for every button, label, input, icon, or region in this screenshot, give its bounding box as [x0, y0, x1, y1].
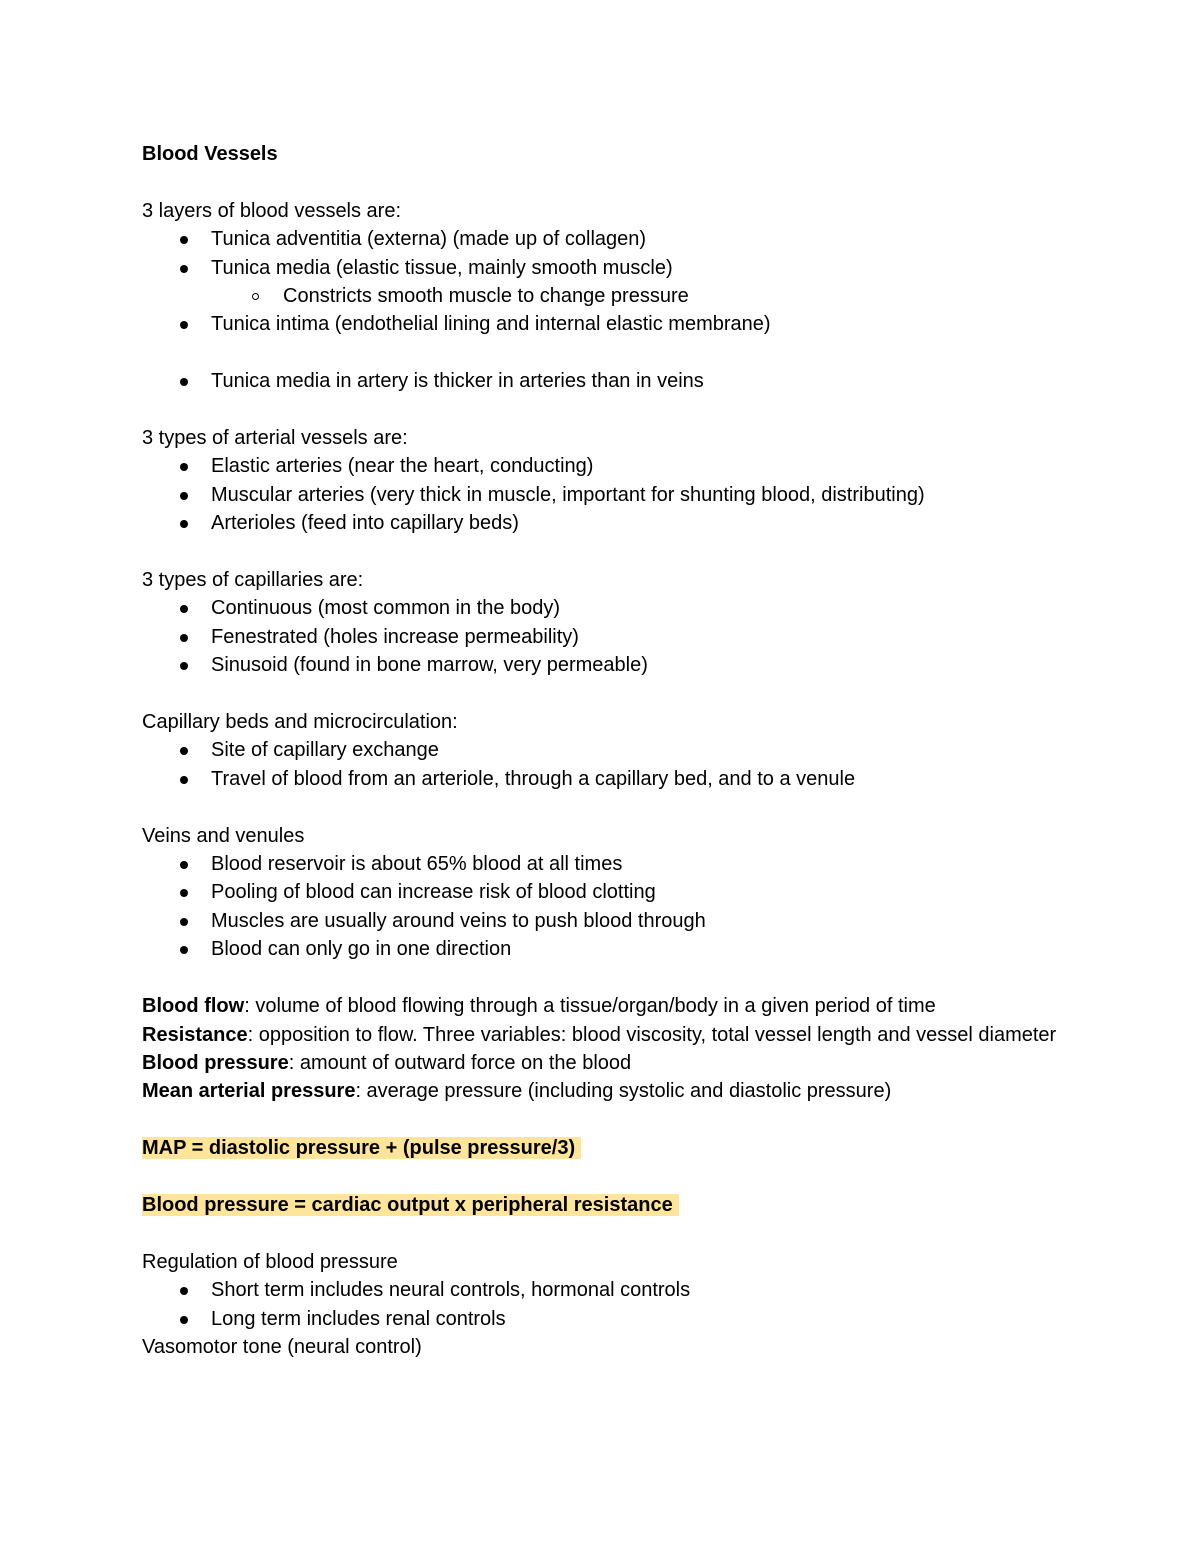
bullet-icon: [180, 605, 188, 613]
capillaries-list: [142, 594, 1062, 679]
list-item: Tunica media in artery is thicker in arteries than in veins: [142, 367, 1062, 395]
bullet-icon: [180, 1316, 188, 1324]
regulation-list: [142, 1276, 1062, 1333]
vasomotor-line: Vasomotor tone (neural control): [142, 1335, 422, 1358]
definition-blood-flow: [142, 992, 1062, 1020]
hollow-bullet-icon: [252, 293, 259, 300]
spacer: [142, 1163, 1062, 1191]
bullet-icon: [180, 946, 188, 954]
list-item: Long term includes renal controls: [142, 1305, 1062, 1333]
microcirculation-heading: Capillary beds and microcirculation:: [142, 711, 458, 734]
list-item: Pooling of blood can increase risk of blood clotting: [142, 878, 1062, 906]
list-item: Tunica media (elastic tissue, mainly smooth muscle): [142, 254, 1062, 282]
definition-term: Resistance: [142, 1023, 248, 1046]
bullet-icon: [180, 1287, 188, 1295]
list-item: Continuous (most common in the body): [142, 594, 1062, 622]
list-item: Tunica intima (endothelial lining and internal elastic membrane): [142, 310, 1062, 338]
regulation-heading: Regulation of blood pressure: [142, 1250, 398, 1273]
bullet-icon: [180, 321, 188, 329]
definition-text: : average pressure (including systolic and diastolic pressure): [355, 1080, 892, 1103]
list-item: Elastic arteries (near the heart, conducting): [142, 452, 1062, 480]
list-item: Fenestrated (holes increase permeability): [142, 623, 1062, 651]
bullet-icon: [180, 378, 188, 386]
map-formula-line: [142, 1134, 1062, 1162]
bullet-icon: [180, 492, 188, 500]
bullet-icon: [180, 776, 188, 784]
arterial-heading: 3 types of arterial vessels are:: [142, 427, 408, 450]
definition-term: Blood flow: [142, 995, 245, 1018]
definition-blood-pressure: [142, 1049, 1062, 1077]
list-item: Arterioles (feed into capillary beds): [142, 509, 1062, 537]
bullet-icon: [180, 463, 188, 471]
list-item-empty: [142, 339, 1062, 367]
arterial-list: [142, 452, 1062, 537]
definition-text: : amount of outward force on the blood: [288, 1051, 632, 1074]
veins-heading: Veins and venules: [142, 824, 305, 847]
definition-text: : volume of blood flowing through a tissue/organ/body in a given period of time: [244, 995, 936, 1018]
list-item: Travel of blood from an arteriole, through a capillary bed, and to a venule: [142, 765, 1062, 793]
spacer: [142, 396, 1062, 424]
bullet-icon: [180, 634, 188, 642]
list-item: Muscular arteries (very thick in muscle, important for shunting blood, distributing): [142, 481, 1062, 509]
list-item: Blood can only go in one direction: [142, 935, 1062, 963]
veins-list: [142, 850, 1062, 964]
spacer: [142, 1106, 1062, 1134]
bullet-icon: [180, 861, 188, 869]
definition-text: : opposition to flow. Three variables: blood viscosity, total vessel length and vessel diameter: [247, 1023, 1057, 1046]
spacer: [142, 1219, 1062, 1247]
definition-mean-arterial-pressure: [142, 1077, 1062, 1105]
spacer: [142, 538, 1062, 566]
definition-term: Blood pressure: [142, 1051, 289, 1074]
spacer: [142, 168, 1062, 196]
bullet-icon: [180, 265, 188, 273]
layers-heading: 3 layers of blood vessels are:: [142, 199, 402, 222]
document-title: Blood Vessels: [142, 143, 278, 165]
definition-term: Mean arterial pressure: [142, 1080, 356, 1103]
bullet-icon: [180, 236, 188, 244]
list-item: Sinusoid (found in bone marrow, very permeable): [142, 651, 1062, 679]
bullet-icon: [180, 747, 188, 755]
bp-formula-line: [142, 1191, 1062, 1219]
bullet-icon: [180, 889, 188, 897]
capillaries-heading: 3 types of capillaries are:: [142, 569, 364, 592]
list-item: Tunica adventitia (externa) (made up of collagen): [142, 225, 1062, 253]
spacer: [142, 964, 1062, 992]
layers-list: [142, 225, 1062, 395]
list-item: Muscles are usually around veins to push blood through: [142, 907, 1062, 935]
bullet-icon: [180, 662, 188, 670]
map-formula: MAP = diastolic pressure + (pulse pressure/3): [142, 1137, 581, 1159]
sub-list-item: Constricts smooth muscle to change pressure: [142, 282, 1062, 310]
microcirculation-list: [142, 736, 1062, 793]
bullet-icon: [180, 520, 188, 528]
spacer: [142, 793, 1062, 821]
list-item: Site of capillary exchange: [142, 736, 1062, 764]
list-item: Blood reservoir is about 65% blood at all times: [142, 850, 1062, 878]
definition-resistance: [142, 1021, 1062, 1049]
document-body: [142, 140, 1062, 1361]
bp-formula: Blood pressure = cardiac output x peripheral resistance: [142, 1194, 679, 1216]
bullet-icon: [180, 918, 188, 926]
spacer: [142, 680, 1062, 708]
list-item: Short term includes neural controls, hormonal controls: [142, 1276, 1062, 1304]
